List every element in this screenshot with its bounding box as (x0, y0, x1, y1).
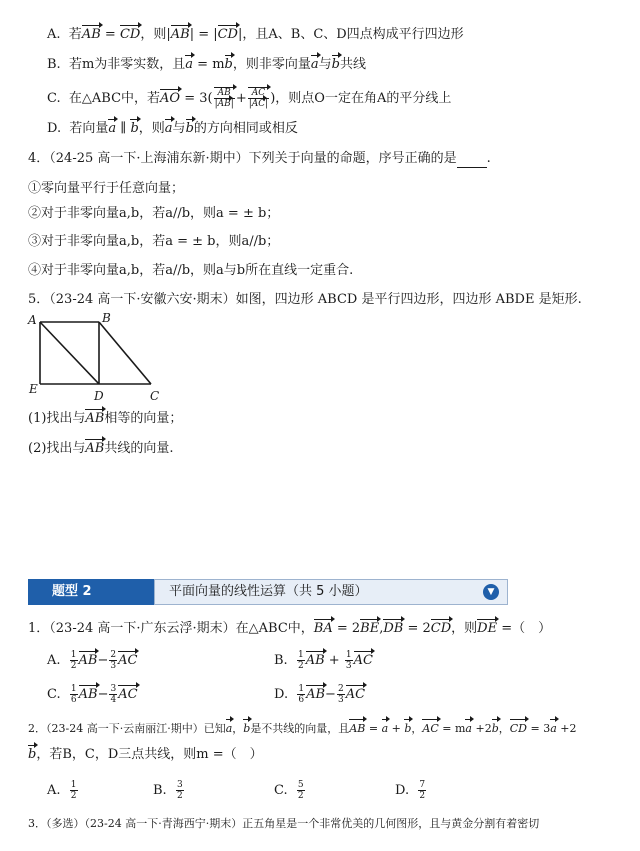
label-a: A (28, 313, 37, 327)
label-b: B (102, 312, 111, 325)
s2q3-stem: 3．（多选）（23-24 高一下·青海西宁·期末）正五角星是一个非常优美的几何图形，且与黄金分割有着密切 (28, 817, 540, 830)
s2q2-option-c[interactable]: C. $\frac{5}{2}$ (274, 780, 304, 801)
segment-bc (99, 322, 151, 384)
s2q2-stem: 2．（23-24 高一下·云南丽江·期中）已知a，b是不共线的向量，且AB = a + b，AC = ma +2b，CD = 3a +2 (28, 720, 577, 738)
segment-ad (40, 322, 99, 384)
q5-stem: 5．（23-24 高一下·安徽六安·期末）如图，四边形 ABCD 是平行四边形，四边形 ABDE 是矩形. (28, 292, 582, 307)
s2q1-option-a[interactable]: A. $\frac{1}{2}$ AB− $\frac{2}{3}$ AC (47, 650, 138, 671)
s2q2-stem-line2: b，若B，C，D三点共线，则m =（ ） (28, 747, 263, 762)
chevron-down-icon[interactable]: ▼ (483, 584, 499, 600)
q3-option-d: D. 若向量a ∥ b，则a与b的方向相同或相反 (47, 121, 298, 136)
q3-option-a: A. 若AB = CD，则|AB| = |CD|，且A、B、C、D四点构成平行四边形 (47, 27, 464, 42)
s2q1-option-d[interactable]: D. $\frac{1}{6}$ AB− $\frac{2}{3}$ AC (274, 684, 366, 705)
q3-option-b: B. 若m为非零实数，且a = mb，则非零向量a与b共线 (47, 57, 366, 72)
q4-item-1: ①零向量平行于任意向量； (28, 181, 185, 196)
q4-item-3: ③对于非零向量a,b，若a = ± b，则a//b； (28, 234, 280, 249)
s2q1-option-c[interactable]: C. $\frac{1}{6}$ AB− $\frac{3}{4}$ AC (47, 684, 138, 705)
q3-option-c: C. 在△ABC中，若AO = 3( $\frac{AB}{|AB|}$ + $\frac{AC}{|AC|}$ )，则点O一定在角A的平分线上 (47, 88, 452, 109)
section-banner (28, 579, 508, 605)
s2q2-option-b[interactable]: B. $\frac{3}{2}$ (153, 780, 183, 801)
s2q2-option-d[interactable]: D. $\frac{7}{2}$ (395, 780, 426, 801)
s2q1-stem: 1．（23-24 高一下·广东云浮·期末）在△ABC中，BA = 2BE,DB = 2CD，则DE =（ ） (28, 621, 552, 636)
s2q1-option-b[interactable]: B. $\frac{1}{2}$ AB + $\frac{1}{3}$ AC (274, 650, 373, 671)
s2q2-option-a[interactable]: A. $\frac{1}{2}$ (47, 780, 77, 801)
q4-item-4: ④对于非零向量a,b，若a//b，则a与b所在直线一定重合. (28, 263, 354, 278)
q5-sub-2: (2)找出与AB共线的向量. (28, 441, 174, 456)
q4-stem: 4．（24-25 高一下·上海浦东新·期中）下列关于向量的命题，序号正确的是 . (28, 151, 491, 166)
section-label: 题型 2 (28, 579, 154, 605)
q4-item-2: ②对于非零向量a,b，若a//b，则a = ± b； (28, 206, 280, 221)
parallelogram-rectangle-figure (26, 312, 166, 404)
label-c: C (150, 389, 160, 403)
q5-sub-1: (1)找出与AB相等的向量； (28, 411, 183, 426)
answer-blank[interactable] (457, 155, 487, 168)
label-e: E (29, 382, 38, 396)
section-title: 平面向量的线性运算（共 5 小题） ▼ (154, 579, 508, 605)
label-d: D (94, 389, 104, 403)
